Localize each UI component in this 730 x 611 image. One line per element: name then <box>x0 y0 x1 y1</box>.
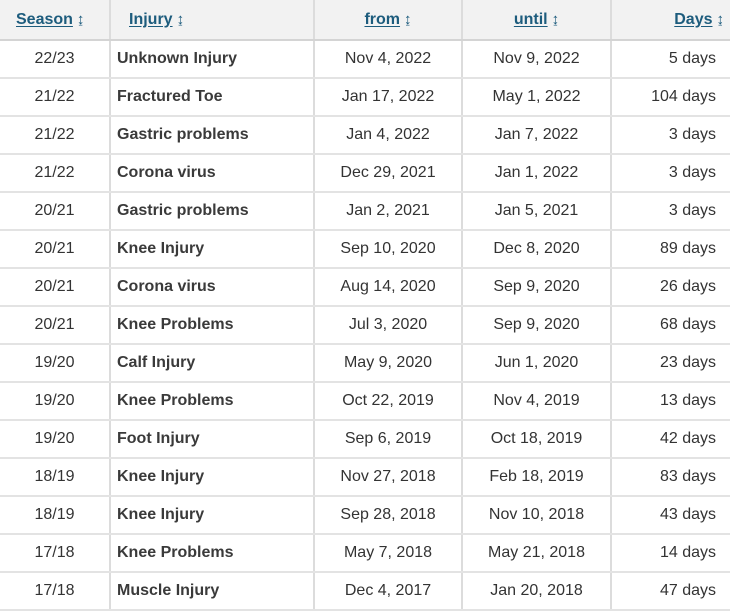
cell-until: Oct 18, 2019 <box>462 420 611 458</box>
table-row <box>0 344 730 382</box>
cell-from: Jan 17, 2022 <box>314 78 462 116</box>
sort-season-link[interactable]: Season <box>16 10 73 28</box>
cell-from: May 7, 2018 <box>314 534 462 572</box>
table-row <box>0 458 730 496</box>
cell-from: May 9, 2020 <box>314 344 462 382</box>
column-header-season[interactable] <box>0 0 110 40</box>
cell-days: 68 days <box>611 306 730 344</box>
cell-from: Aug 14, 2020 <box>314 268 462 306</box>
table-row <box>0 382 730 420</box>
cell-from: Oct 22, 2019 <box>314 382 462 420</box>
cell-injury: Knee Injury <box>110 458 314 496</box>
table-header <box>0 0 730 40</box>
cell-season: 21/22 <box>0 116 110 154</box>
table-row <box>0 572 730 610</box>
cell-injury: Knee Injury <box>110 496 314 534</box>
cell-from: Jan 2, 2021 <box>314 192 462 230</box>
cell-season: 20/21 <box>0 230 110 268</box>
sort-arrows-icon[interactable]: ↨ <box>76 10 85 28</box>
cell-until: May 1, 2022 <box>462 78 611 116</box>
cell-injury: Gastric problems <box>110 116 314 154</box>
cell-injury: Knee Problems <box>110 306 314 344</box>
header-row <box>0 0 730 40</box>
cell-season: 21/22 <box>0 154 110 192</box>
sort-arrows-icon[interactable]: ↨ <box>404 10 412 28</box>
cell-until: Nov 9, 2022 <box>462 40 611 78</box>
cell-until: Feb 18, 2019 <box>462 458 611 496</box>
column-header-until[interactable] <box>462 0 611 40</box>
column-header-from[interactable] <box>314 0 462 40</box>
cell-injury: Corona virus <box>110 154 314 192</box>
table-row <box>0 306 730 344</box>
cell-from: Nov 27, 2018 <box>314 458 462 496</box>
cell-injury: Muscle Injury <box>110 572 314 610</box>
cell-days: 89 days <box>611 230 730 268</box>
cell-days: 47 days <box>611 572 730 610</box>
cell-days: 23 days <box>611 344 730 382</box>
cell-days: 26 days <box>611 268 730 306</box>
cell-injury: Knee Problems <box>110 382 314 420</box>
cell-days: 3 days <box>611 154 730 192</box>
table-row <box>0 534 730 572</box>
cell-season: 20/21 <box>0 306 110 344</box>
sort-arrows-icon[interactable]: ↨ <box>716 10 724 28</box>
sort-until-link[interactable]: until <box>513 10 548 28</box>
cell-until: Jan 7, 2022 <box>462 116 611 154</box>
cell-injury: Unknown Injury <box>110 40 314 78</box>
cell-until: May 21, 2018 <box>462 534 611 572</box>
table-row <box>0 230 730 268</box>
column-header-injury[interactable] <box>110 0 314 40</box>
cell-injury: Foot Injury <box>110 420 314 458</box>
table-row <box>0 420 730 458</box>
cell-from: Dec 29, 2021 <box>314 154 462 192</box>
cell-season: 21/22 <box>0 78 110 116</box>
cell-season: 17/18 <box>0 534 110 572</box>
cell-until: Jan 1, 2022 <box>462 154 611 192</box>
cell-injury: Knee Problems <box>110 534 314 572</box>
cell-from: Jul 3, 2020 <box>314 306 462 344</box>
sort-arrows-icon[interactable]: ↨ <box>551 10 560 28</box>
cell-days: 42 days <box>611 420 730 458</box>
cell-until: Dec 8, 2020 <box>462 230 611 268</box>
table-row <box>0 116 730 154</box>
cell-season: 20/21 <box>0 268 110 306</box>
cell-days: 3 days <box>611 116 730 154</box>
column-header-days[interactable] <box>611 0 730 40</box>
cell-days: 43 days <box>611 496 730 534</box>
cell-from: Jan 4, 2022 <box>314 116 462 154</box>
sort-arrows-icon[interactable]: ↨ <box>176 10 185 28</box>
cell-from: Sep 28, 2018 <box>314 496 462 534</box>
table-row <box>0 78 730 116</box>
cell-days: 14 days <box>611 534 730 572</box>
sort-from-link[interactable]: from <box>364 10 401 28</box>
cell-until: Sep 9, 2020 <box>462 306 611 344</box>
cell-until: Nov 4, 2019 <box>462 382 611 420</box>
cell-injury: Gastric problems <box>110 192 314 230</box>
cell-from: Sep 10, 2020 <box>314 230 462 268</box>
cell-season: 18/19 <box>0 496 110 534</box>
table-body <box>0 40 730 610</box>
sort-injury-link[interactable]: Injury <box>129 10 173 28</box>
cell-injury: Knee Injury <box>110 230 314 268</box>
table-row <box>0 496 730 534</box>
cell-days: 5 days <box>611 40 730 78</box>
cell-until: Jan 20, 2018 <box>462 572 611 610</box>
table-row <box>0 268 730 306</box>
cell-season: 19/20 <box>0 382 110 420</box>
sort-days-link[interactable]: Days <box>674 10 713 28</box>
cell-until: Jun 1, 2020 <box>462 344 611 382</box>
cell-days: 3 days <box>611 192 730 230</box>
cell-injury: Calf Injury <box>110 344 314 382</box>
cell-until: Jan 5, 2021 <box>462 192 611 230</box>
cell-from: Nov 4, 2022 <box>314 40 462 78</box>
cell-days: 104 days <box>611 78 730 116</box>
cell-season: 22/23 <box>0 40 110 78</box>
cell-until: Sep 9, 2020 <box>462 268 611 306</box>
table-row <box>0 40 730 78</box>
table-row <box>0 154 730 192</box>
cell-season: 19/20 <box>0 344 110 382</box>
cell-days: 83 days <box>611 458 730 496</box>
cell-from: Dec 4, 2017 <box>314 572 462 610</box>
cell-season: 20/21 <box>0 192 110 230</box>
table-row <box>0 192 730 230</box>
cell-injury: Corona virus <box>110 268 314 306</box>
cell-season: 19/20 <box>0 420 110 458</box>
cell-from: Sep 6, 2019 <box>314 420 462 458</box>
cell-days: 13 days <box>611 382 730 420</box>
cell-season: 18/19 <box>0 458 110 496</box>
cell-season: 17/18 <box>0 572 110 610</box>
cell-until: Nov 10, 2018 <box>462 496 611 534</box>
cell-injury: Fractured Toe <box>110 78 314 116</box>
